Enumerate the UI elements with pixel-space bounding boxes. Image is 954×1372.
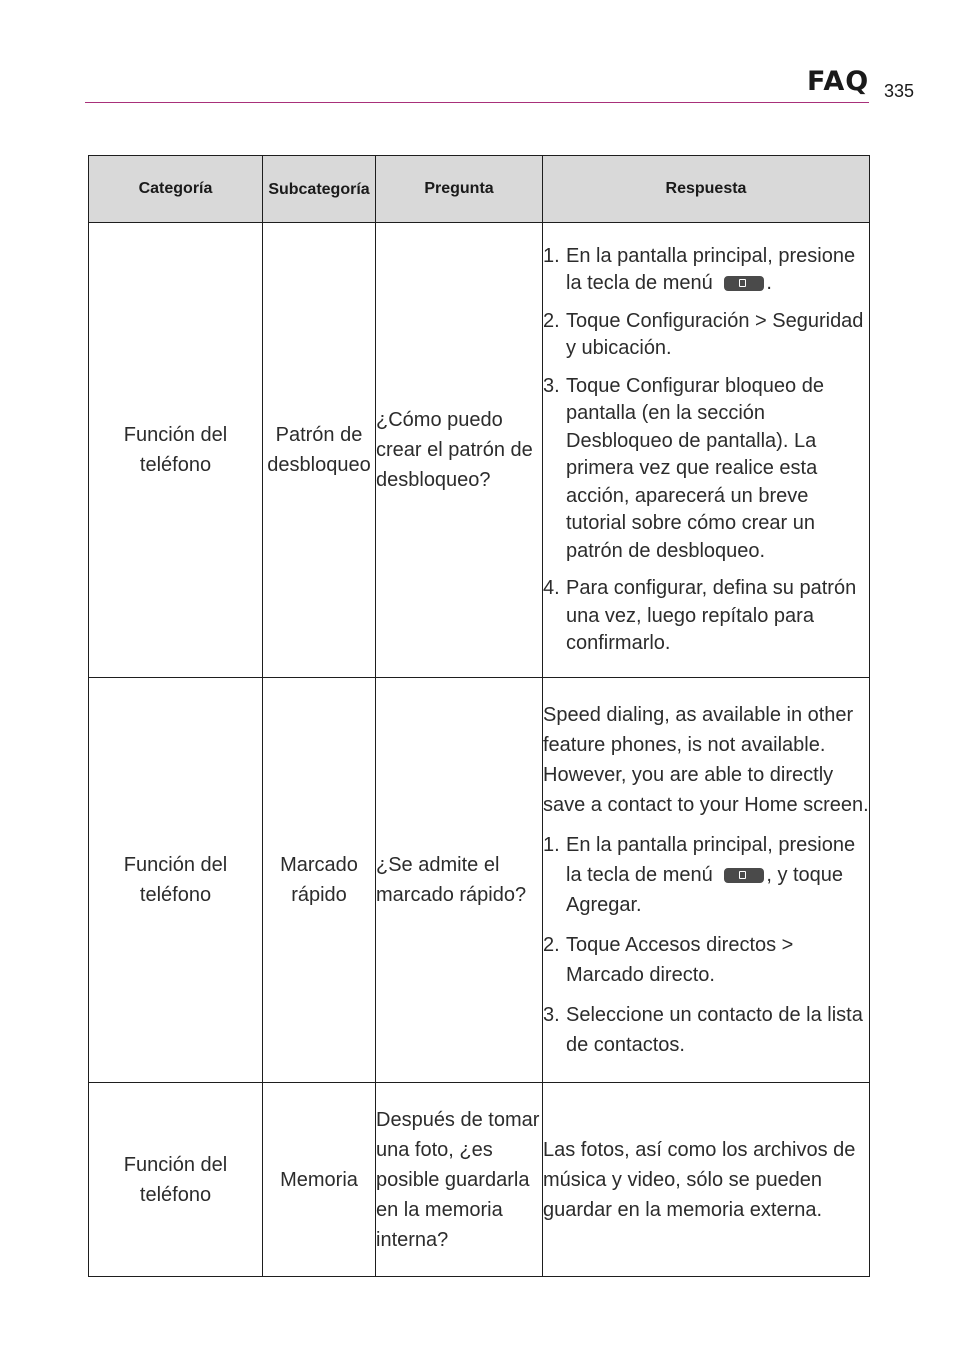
step-number: 1.: [543, 244, 560, 267]
page-title: FAQ: [807, 66, 870, 97]
cell-respuesta: [543, 678, 870, 1083]
answer-steps: [543, 830, 869, 1060]
answer-step: [543, 830, 869, 920]
page-number: 335: [884, 81, 915, 101]
answer-step: [543, 373, 869, 566]
step-number: 2.: [543, 309, 560, 332]
answer-step: [543, 575, 869, 658]
cell-subcategoria: Memoria: [263, 1083, 376, 1277]
step-text: En la pantalla principal, presione la tecla de menú: [566, 244, 856, 294]
step-text: Seleccione un contacto de la lista de contactos.: [566, 1004, 863, 1056]
step-text: Toque Configurar bloqueo de pantalla (en la sección Desbloqueo de pantalla). La primera vez que realice esta acción, aparecerá un breve tutorial sobre cómo crear un patrón de desbloqueo.: [566, 374, 824, 562]
answer-step: [543, 308, 869, 363]
header-divider: [85, 102, 869, 103]
cell-categoria: Función del teléfono: [89, 678, 263, 1083]
page-header: [0, 0, 954, 110]
step-number: 4.: [543, 577, 560, 599]
answer-intro: Speed dialing, as available in other feature phones, is not available. However, you are able to directly save a contact to your Home screen.: [543, 704, 869, 816]
menu-key-icon: [724, 868, 764, 883]
cell-subcategoria: Patrón de desbloqueo: [263, 223, 376, 678]
step-text: Toque Accesos directos > Marcado directo.: [566, 934, 794, 986]
step-text: Para configurar, defina su patrón una vez, luego repítalo para confirmarlo.: [566, 577, 857, 654]
step-number: 3.: [543, 1004, 560, 1026]
cell-categoria: Función del teléfono: [89, 223, 263, 678]
column-header-respuesta: Respuesta: [543, 156, 870, 223]
cell-respuesta: [543, 223, 870, 678]
column-header-pregunta: Pregunta: [376, 156, 543, 223]
step-text: Toque Configuración > Seguridad y ubicación.: [566, 309, 864, 359]
column-header-categoria: Categoría: [89, 156, 263, 223]
column-header-subcategoria: Subcategoría: [263, 156, 376, 223]
cell-subcategoria: Marcado rápido: [263, 678, 376, 1083]
answer-step: [543, 930, 869, 990]
faq-table: [88, 155, 870, 1277]
step-text-suffix: .: [766, 272, 772, 294]
answer-step: [543, 1000, 869, 1060]
answer-step: [543, 243, 869, 298]
table-row: [89, 223, 870, 678]
step-number: 2.: [543, 934, 560, 956]
table-header-row: [89, 156, 870, 223]
table-row: [89, 678, 870, 1083]
step-text-suffix: , y toque Agregar.: [566, 864, 844, 916]
cell-categoria: Función del teléfono: [89, 1083, 263, 1277]
cell-pregunta: ¿Se admite el marcado rápido?: [376, 678, 543, 1083]
menu-key-icon: [724, 276, 764, 291]
step-number: 1.: [543, 834, 560, 856]
answer-steps: [543, 243, 869, 658]
cell-respuesta: Las fotos, así como los archivos de música y video, sólo se pueden guardar en la memoria externa.: [543, 1083, 870, 1277]
cell-pregunta: Después de tomar una foto, ¿es posible guardarla en la memoria interna?: [376, 1083, 543, 1277]
cell-pregunta: ¿Cómo puedo crear el patrón de desbloqueo?: [376, 223, 543, 678]
step-text: En la pantalla principal, presione la tecla de menú: [566, 834, 856, 886]
step-number: 3.: [543, 374, 560, 397]
table-row: [89, 1083, 870, 1277]
